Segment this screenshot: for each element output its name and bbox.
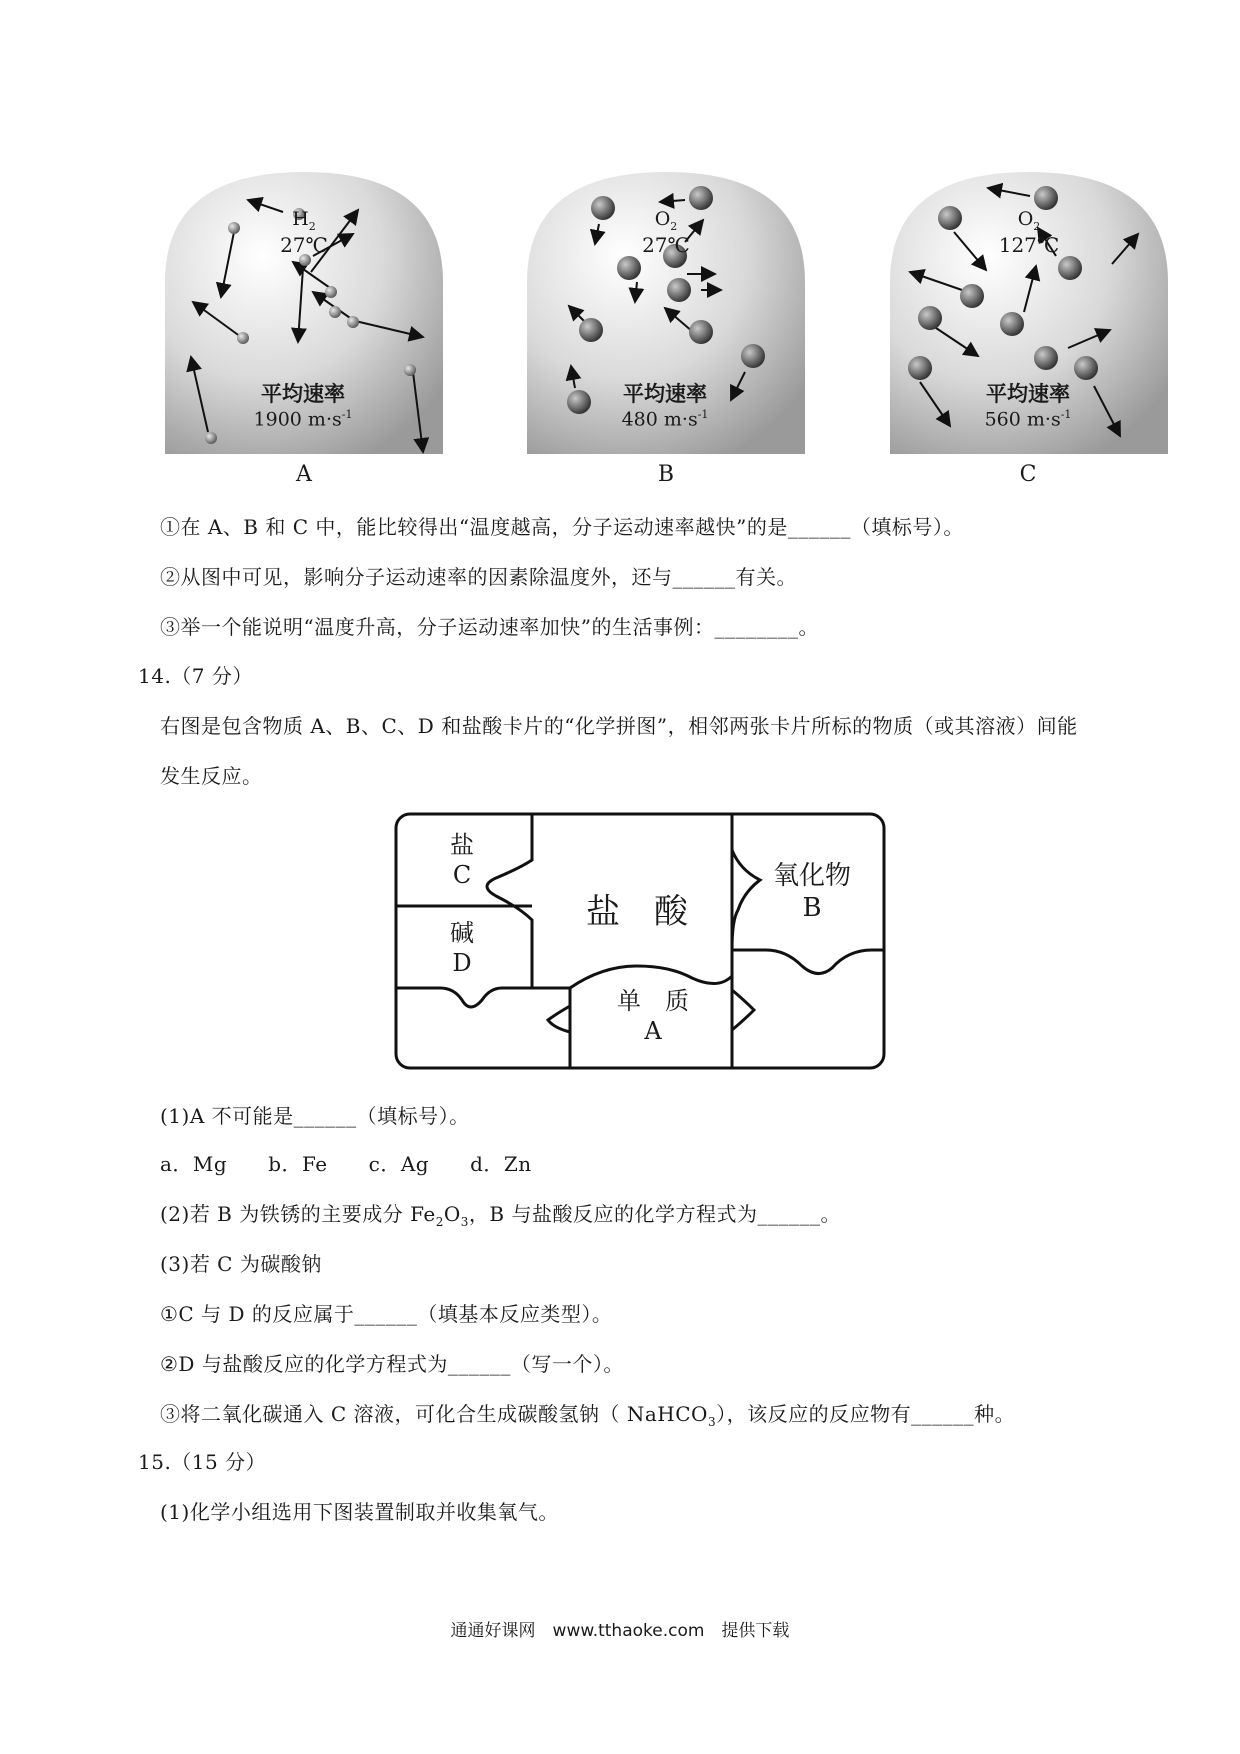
- temperature: 127℃: [998, 232, 1060, 257]
- gas-formula: O: [654, 208, 671, 230]
- gas-subscript: 2: [1033, 219, 1041, 233]
- q14-part3-c: [160, 1400, 1015, 1436]
- jar-c-figure: [888, 172, 1170, 454]
- q14-part2-pre: (2)若 B 为铁锈的主要成分 Fe: [160, 1202, 436, 1226]
- card-element: 单 质: [617, 987, 689, 1015]
- q14-part3-b: ②D 与盐酸反应的化学方程式为______（写一个）。: [160, 1352, 624, 1376]
- jar-c-label: C: [1019, 462, 1037, 487]
- q13-sub1: ①在 A、B 和 C 中，能比较得出“温度越高，分子运动速率越快”的是______（填标号）。: [160, 515, 964, 539]
- q14-part1: (1)A 不可能是______（填标号）。: [160, 1104, 470, 1128]
- rate-value: 560 m·s: [984, 408, 1061, 431]
- rate-value: 1900 m·s: [253, 408, 342, 431]
- rate-title: 平均速率: [623, 381, 707, 406]
- jar-a-figure: [163, 172, 445, 454]
- gas-subscript: 2: [670, 219, 678, 233]
- card-base: 碱: [450, 919, 474, 947]
- rate-exponent: -1: [697, 408, 709, 421]
- q14-header: 14.（7 分）: [138, 664, 253, 688]
- q14-intro-1: 右图是包含物质 A、B、C、D 和盐酸卡片的“化学拼图”，相邻两张卡片所标的物质（或其溶液）间能: [160, 714, 1078, 738]
- q14-intro-2: 发生反应。: [160, 764, 263, 788]
- card-hydrochloric-acid: 盐 酸: [586, 892, 688, 932]
- rate-title: 平均速率: [261, 381, 345, 406]
- gas-formula: O: [1017, 208, 1034, 230]
- q14-part3: (3)若 C 为碳酸钠: [160, 1252, 322, 1276]
- q14-part3-c-post: ），该反应的反应物有______种。: [716, 1402, 1016, 1426]
- subscript: 3: [707, 1415, 717, 1429]
- rate-exponent: -1: [341, 408, 353, 421]
- card-salt: 盐: [450, 831, 474, 859]
- card-oxide: 氧化物: [772, 861, 851, 891]
- q15-part1: (1)化学小组选用下图装置制取并收集氧气。: [160, 1500, 559, 1524]
- temperature: 27℃: [280, 232, 328, 257]
- card-element-letter: A: [644, 1017, 662, 1045]
- jar-a-label: A: [296, 462, 312, 487]
- q14-options: a．Mg b．Fe c．Ag d．Zn: [160, 1152, 532, 1176]
- q13-sub2: ②从图中可见，影响分子运动速率的因素除温度外，还与______有关。: [160, 565, 797, 589]
- rate-exponent: -1: [1060, 408, 1072, 421]
- subscript: 2: [435, 1215, 444, 1229]
- jar-b-figure: [525, 172, 807, 454]
- gas-formula: H: [292, 208, 309, 230]
- chemistry-puzzle-diagram: [392, 810, 888, 1072]
- subscript: 3: [460, 1215, 469, 1229]
- gas-subscript: 2: [308, 219, 316, 233]
- q14-part2: [160, 1200, 841, 1236]
- page-footer: 通通好课网 www.tthaoke.com 提供下载: [450, 1621, 790, 1641]
- card-oxide-letter: B: [802, 893, 822, 923]
- temperature: 27℃: [642, 232, 690, 257]
- q13-sub3: ③举一个能说明“温度升高，分子运动速率加快”的生活事例：________。: [160, 615, 819, 639]
- q14-part3-a: ①C 与 D 的反应属于______（填基本反应类型）。: [160, 1302, 613, 1326]
- q15-header: 15.（15 分）: [138, 1450, 267, 1474]
- rate-title: 平均速率: [986, 381, 1070, 406]
- jar-b-label: B: [657, 462, 675, 487]
- card-salt-letter: C: [452, 861, 472, 889]
- q14-part3-c-pre: ③将二氧化碳通入 C 溶液，可化合生成碳酸氢钠（ NaHCO: [160, 1402, 708, 1426]
- rate-value: 480 m·s: [621, 408, 698, 431]
- q14-part2-post: ，B 与盐酸反应的化学方程式为______。: [468, 1202, 841, 1226]
- card-base-letter: D: [452, 949, 472, 977]
- q14-part2-mid: O: [443, 1202, 461, 1226]
